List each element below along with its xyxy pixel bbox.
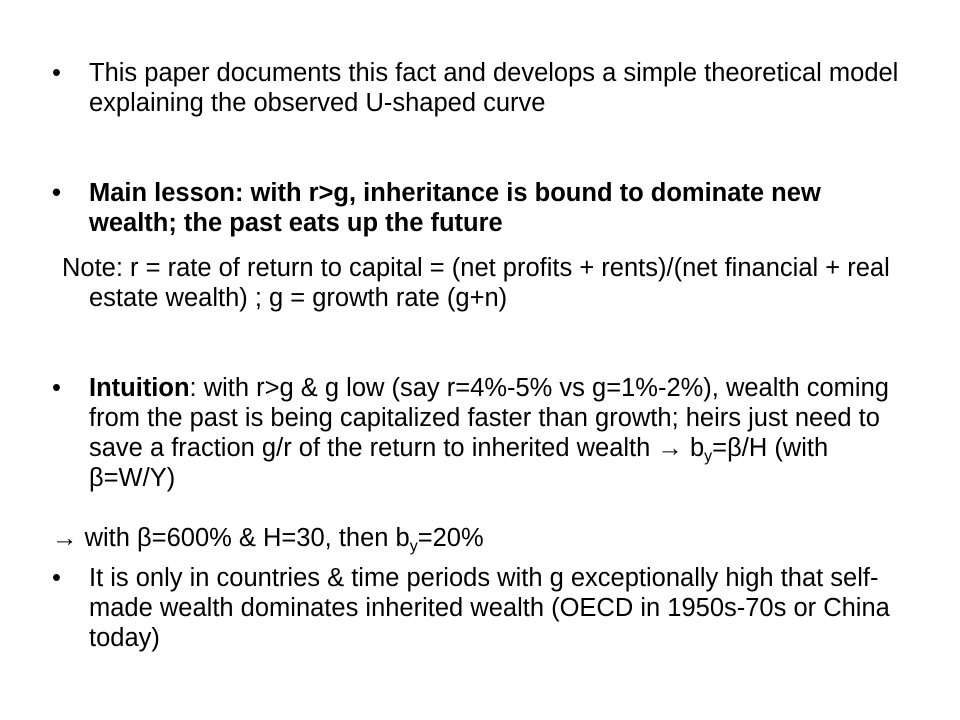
arrow-tail: =20% bbox=[417, 524, 484, 552]
note-definitions bbox=[62, 253, 912, 313]
bullet-dot: • bbox=[52, 59, 61, 87]
arrow-subscript: y bbox=[409, 538, 418, 555]
arrow-line bbox=[52, 523, 912, 553]
bullet-dot: • bbox=[52, 374, 61, 402]
bullet-text: Main lesson: with r>g, inheritance is bound to dominate new wealth; the past eats up the future bbox=[89, 179, 821, 237]
bullet-self-made-wealth bbox=[52, 563, 912, 653]
intuition-subscript: y bbox=[704, 448, 713, 465]
bullet-text: This paper documents this fact and develops a simple theoretical model explaining the observed U-shaped curve bbox=[89, 59, 899, 117]
arrow-icon: → bbox=[52, 524, 78, 552]
bullet-dot: • bbox=[52, 564, 61, 592]
bullet-text bbox=[89, 373, 912, 493]
bullet-text: It is only in countries & time periods with g exceptionally high that self-made wealth dominates inherited wealth (OECD in 1950s-70s or China today) bbox=[89, 564, 890, 652]
bullet-main-lesson bbox=[52, 178, 912, 238]
intuition-label: Intuition bbox=[89, 374, 190, 402]
arrow-text: with β=600% & H=30, then b bbox=[77, 524, 410, 552]
bullet-paper-summary bbox=[52, 58, 912, 118]
intuition-tail: =β/H (with β=W/Y) bbox=[89, 434, 829, 492]
intuition-body: : with r>g & g low (say r=4%-5% vs g=1%-2%), wealth coming from the past is being capitalized faster than growth; heirs just need to save a fraction g/r of the return to inherited wealth → b bbox=[89, 374, 889, 462]
bullet-intuition bbox=[52, 373, 912, 493]
bullet-dot: • bbox=[52, 179, 61, 207]
note-text: Note: r = rate of return to capital = (net profits + rents)/(net financial + real estate wealth) ; g = growth rate (g+n) bbox=[62, 254, 890, 312]
